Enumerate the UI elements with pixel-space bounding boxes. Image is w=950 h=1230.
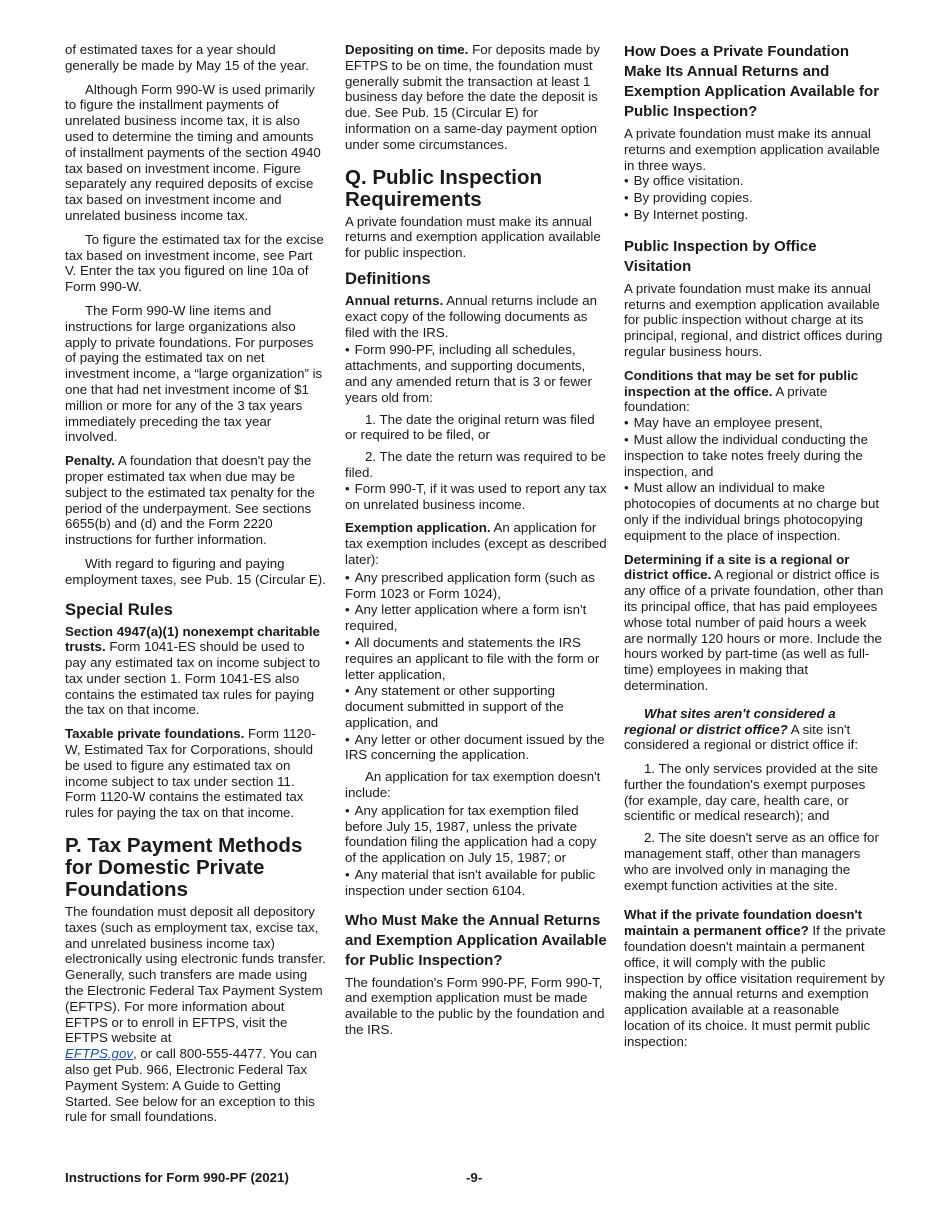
bullet-list	[624, 415, 886, 543]
list-item: • Any letter application where a form isn't required,	[345, 602, 607, 634]
numbered-item: 2. The date the return was required to be filed.	[345, 449, 606, 480]
paragraph-text: Form 1041-ES should be used to pay any estimated tax on income subject to tax under section 1. Form 1041-ES also contains the estimated tax rules for paying the tax on that income.	[65, 639, 320, 718]
run-in-heading: Conditions that may be set for public inspection at the office.	[624, 367, 859, 399]
list-item: • Form 990-PF, including all schedules, attachments, and supporting documents, and any amended return that is 3 or fewer years old from:	[345, 342, 607, 405]
paragraph-text: Form 1120-W, Estimated Tax for Corporations, should be used to figure any estimated tax on income subject to tax under section 11. Form 1120-W contains the estimated tax rules for paying the tax on that income.	[65, 726, 316, 821]
numbered-item: 1. The only services provided at the site further the foundation's exempt purposes (for example, day care, health care, or scientific or medical research); and	[624, 761, 879, 824]
paragraph: The Form 990-W line items and instructions for large organizations also apply to private foundations. For purposes of paying the estimated tax on net investment income, a “large organization” is one that had net investment income of $1 million or more for any of the 3 tax years immediately preceding the tax year involved.	[65, 302, 323, 445]
list-item: • By office visitation.	[624, 173, 886, 189]
run-in-heading: Taxable private foundations.	[65, 726, 245, 742]
run-in-heading: Section 4947(a)(1) nonexempt charitable trusts.	[65, 623, 320, 655]
run-in-heading: What if the private foundation doesn't maintain a permanent office?	[624, 907, 863, 939]
section-p-heading: P. Tax Payment Methods for Domestic Private Foundations	[65, 834, 303, 902]
paragraph-text: A regional or district office is any office of a private foundation, other than its principal office, that has paid employees whose total number of paid hours a week are normally 120 hours or more. Include the hours worked by part-time (as well as full-time) employees in making that determination.	[624, 567, 884, 693]
depositing-paragraph	[345, 42, 607, 153]
how-does-heading: How Does a Private Foundation Make Its Annual Returns and Exemption Application Available for Public Inspection?	[624, 43, 880, 120]
list-item: • By providing copies.	[624, 190, 886, 206]
eftps-paragraph	[65, 904, 327, 1125]
taxable-foundations-paragraph	[65, 726, 327, 821]
paragraph-text: A private foundation:	[624, 383, 828, 415]
list-item: • May have an employee present,	[624, 415, 886, 431]
bullet-list	[624, 173, 886, 222]
footer-form-title: Instructions for Form 990-PF (2021)	[65, 1170, 289, 1185]
run-in-heading: Annual returns.	[345, 292, 444, 308]
numbered-item: 2. The site doesn't serve as an office for management staff, other than managers who are involved only in managing the exempt function activities at the site.	[624, 830, 879, 893]
annual-returns-paragraph	[345, 293, 607, 340]
paragraph-text: Annual returns include an exact copy of the following documents as filed with the IRS.	[345, 292, 598, 340]
paragraph: To figure the estimated tax for the excise tax based on investment income, see Part V. Enter the tax you figured on line 10a of Form 990-W.	[65, 231, 324, 295]
list-item: • All documents and statements the IRS requires an applicant to file with the form or letter application,	[345, 635, 607, 682]
column-middle	[345, 42, 607, 1046]
determining-paragraph	[624, 552, 886, 694]
what-sites-paragraph	[624, 706, 886, 753]
list-item: • Must allow an individual to make photocopies of documents at no charge but only if the individual brings photocopying equipment to the place of inspection.	[624, 480, 886, 543]
paragraph-text: , or call 800-555-4477. You can also get Pub. 966, Electronic Federal Tax Payment System: A Guide to Getting Started. See below for an exception to this rule for small foundations.	[65, 1046, 318, 1125]
eftps-link[interactable]: EFTPS.gov	[65, 1046, 133, 1062]
paragraph-text: The foundation must deposit all depository taxes (such as employment tax, excise tax, and unrelated business income tax) electronically using electronic funds transfer. Generally, such transfers are made using the Electronic Federal Tax Payment System (EFTPS). For more information about EFTPS or to enroll in EFTPS, visit the EFTPS website at	[65, 904, 326, 1046]
paragraph: A private foundation must make its annual returns and exemption application available for public inspection without charge at its principal, regional, and district offices during regular business hours.	[624, 280, 883, 359]
paragraph-text: A foundation that doesn't pay the proper estimated tax when due may be subject to the estimated tax penalty for the period of the underpayment. See sections 6655(b) and (d) and the Form 2220 instructions for further information.	[65, 453, 315, 548]
list-item: • Any material that isn't available for public inspection under section 6104.	[345, 867, 607, 899]
run-in-heading: Determining if a site is a regional or district office.	[624, 551, 850, 583]
paragraph: A private foundation must make its annual returns and exemption application available for public inspection.	[345, 213, 601, 261]
bullet-list	[345, 570, 607, 764]
penalty-paragraph	[65, 453, 327, 548]
paragraph: The foundation's Form 990-PF, Form 990-T, and exemption application must be made available to the public by the foundation and the IRS.	[345, 974, 605, 1038]
run-in-heading: Depositing on time.	[345, 42, 469, 57]
bullet-list	[345, 481, 607, 513]
run-in-heading: What sites aren't considered a regional or district office?	[624, 705, 836, 737]
paragraph: An application for tax exemption doesn't include:	[345, 769, 601, 801]
list-item: • Any application for tax exemption filed before July 15, 1987, unless the private foundation filing the application had a copy of the application on July 15, 1987; or	[345, 803, 607, 866]
permanent-office-paragraph	[624, 907, 886, 1049]
section-4947-paragraph	[65, 624, 327, 719]
paragraph: Although Form 990-W is used primarily to figure the installment payments of unrelated business income tax, it is also used to determine the timing and amounts of installment payments of the section 4940 tax based on investment income. Figure separately any required deposits of excise tax based on investment income and unrelated business income tax.	[65, 81, 321, 223]
numbered-item: 1. The date the original return was filed or required to be filed, or	[345, 411, 595, 443]
list-item: • Any prescribed application form (such as Form 1023 or Form 1024),	[345, 570, 607, 602]
page-number: -9-	[466, 1170, 483, 1185]
run-in-heading: Exemption application.	[345, 520, 491, 536]
column-right	[624, 42, 886, 1058]
column-left	[65, 42, 327, 1133]
paragraph-text: A site isn't considered a regional or district office if:	[624, 721, 859, 753]
paragraph: With regard to figuring and paying employment taxes, see Pub. 15 (Circular E).	[65, 555, 326, 587]
list-item: • Any letter or other document issued by the IRS concerning the application.	[345, 732, 607, 764]
paragraph: A private foundation must make its annual returns and exemption application available in three ways.	[624, 126, 880, 173]
list-item: • Must allow the individual conducting the inspection to take notes freely during the inspection, and	[624, 432, 886, 479]
special-rules-heading: Special Rules	[65, 599, 173, 619]
conditions-paragraph	[624, 368, 886, 415]
list-item: • Form 990-T, if it was used to report any tax on unrelated business income.	[345, 481, 607, 513]
exemption-application-paragraph	[345, 520, 607, 567]
definitions-heading: Definitions	[345, 268, 431, 288]
list-item: • Any statement or other supporting document submitted in support of the application, and	[345, 683, 607, 730]
office-visitation-heading: Public Inspection by Office Visitation	[624, 237, 817, 275]
paragraph-text: If the private foundation doesn't maintain a permanent office, it will comply with the public inspection by office visitation requirement by making the annual returns and exemption application available at a reasonable location of its choice. It must permit public inspection:	[624, 923, 886, 1049]
bullet-list	[345, 342, 607, 405]
paragraph: of estimated taxes for a year should generally be made by May 15 of the year.	[65, 42, 309, 73]
section-q-heading: Q. Public Inspection Requirements	[345, 165, 543, 211]
list-item: • By Internet posting.	[624, 207, 886, 223]
run-in-heading: Penalty.	[65, 453, 116, 469]
paragraph-text: For deposits made by EFTPS to be on time, the foundation must generally submit the transaction at least 1 business day before the date the deposit is due. See Pub. 15 (Circular E) for information on a same-day payment option under some circumstances.	[345, 42, 600, 152]
bullet-list	[345, 803, 607, 899]
paragraph-text: An application for tax exemption includes (except as described later):	[345, 520, 607, 567]
who-must-heading: Who Must Make the Annual Returns and Exemption Application Available for Public Inspection?	[345, 911, 607, 969]
